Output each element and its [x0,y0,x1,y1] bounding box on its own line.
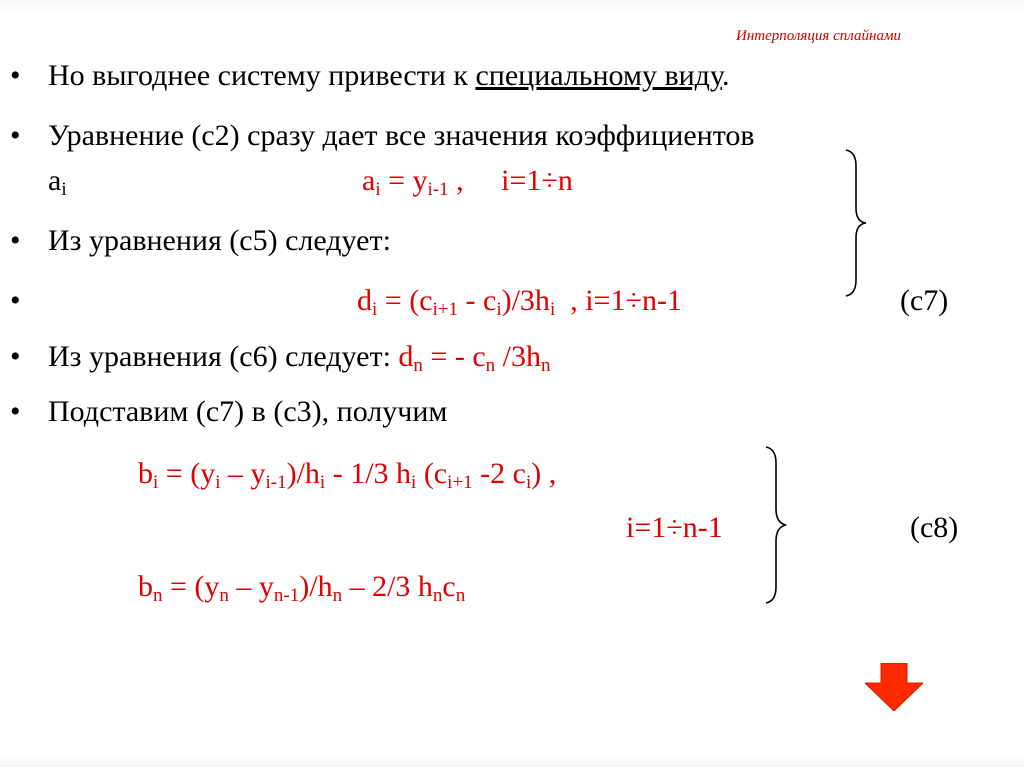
formula-range-c8: i=1÷n-1 [626,511,723,544]
formula-bn: $b_n = (y_n - y_{n-1})/h_n - 2/3$ $h_nc_n$ [138,570,466,606]
bullet: • [10,224,21,257]
bullet: • [10,340,21,373]
underlined-phrase: специальному виду [475,59,722,92]
slide-header: Интерполяция сплайнами [736,28,902,44]
bullet: • [10,284,21,317]
right-brace-c7 [840,148,870,298]
arrow-down-icon[interactable] [865,663,923,711]
formula-bi: $b_i = (y_i - y_{i-1})/h_i - 1/3$ $h_i$ ($c_{i+1}$ -2 $c_i$) , [138,457,557,493]
coef-a-label: $a_i$ [48,164,67,200]
right-brace-c8 [760,445,790,605]
line-1: Но выгоднее систему привести к специальному виду. [48,59,730,92]
line-4: Из уравнения (c5) следует: [48,224,391,257]
equation-label-c7: (c7) [900,284,949,317]
bullet: • [10,395,21,428]
bullet: • [10,59,21,92]
equation-label-c8: (c8) [910,511,959,544]
line-2: Уравнение (c2) сразу дает все значения коэффициентов [48,119,755,152]
line-6: Из уравнения (c6) следует: $d_n$ = - $c_n$ $/3h_n$ [48,340,551,376]
formula-dn: $d_n$ = - $c_n$ $/3h_n$ [398,340,551,376]
line-7: Подставим (c7) в (c3), получим [48,395,448,428]
formula-d: $d_i = (c_{i+1} - c_i)/3h_i$ , i=1÷n-1 [357,284,682,320]
formula-a: $a_i = y_{i-1}$ , i=1÷n [362,164,573,200]
bullet: • [10,119,21,152]
